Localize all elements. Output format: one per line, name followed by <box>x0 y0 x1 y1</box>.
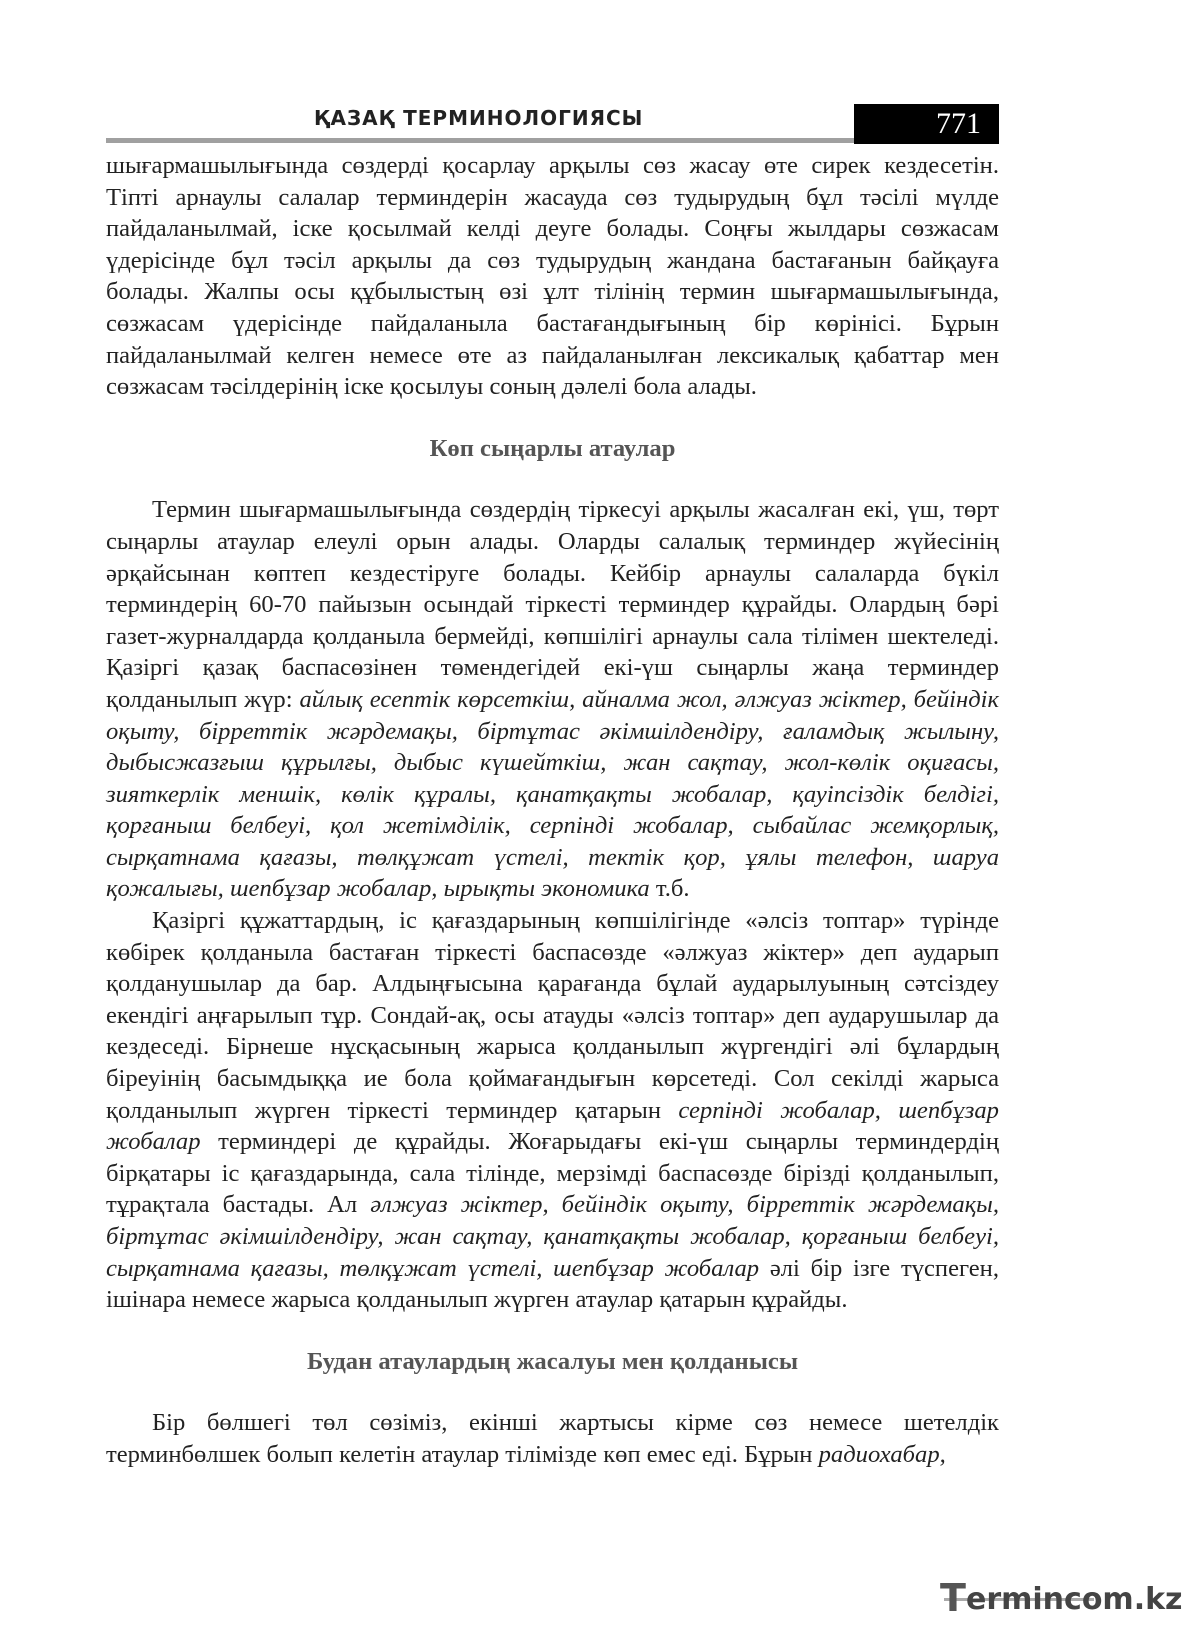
page-header <box>106 104 999 146</box>
paragraph-3-terms-1: серпінді жобалар, шепбұзар жобалар <box>106 1096 999 1156</box>
paragraph-4-lead: Бір бөлшегі төл сөзіміз, екінші жартысы кірме сөз немесе шетелдік терминбөлшек болып келетін атаулар тілімізде көп емес еді. Бұрын <box>106 1409 999 1468</box>
paragraph-4 <box>106 1407 999 1470</box>
page-body <box>106 150 999 1471</box>
watermark-logo <box>940 1576 1183 1622</box>
paragraph-3-terms-2: әлжуаз жіктер, бейіндік оқыту, бірреттік жәрдемақы, біртұтас әкімшілдендіру, жан сақтау, қанатқақты жобалар, қорғаныш белбеуі, сырқатнама қағазы, төлқұжат үстелі, шепбұзар жобалар <box>106 1191 999 1282</box>
watermark-text: ermincom.kz <box>966 1582 1183 1617</box>
paragraph-3-mid: терминдері де құрайды. Жоғарыдағы екі-үш сыңарлы терминдердің бірқатары іс қағаздарында, сала тілінде, мерзімді баспасөзде бірізді қолданылып, тұрақтала бастады. Ал <box>106 1128 999 1219</box>
section-heading-2: Будан атаулардың жасалуы мен қолданысы <box>306 1347 799 1375</box>
paragraph-3-tail: әлі бір ізге түспеген, ішінара немесе жарыса қолданылып жүрген атаулар қатарын құрайды. <box>106 1254 999 1314</box>
watermark-t-letter: T <box>940 1576 966 1620</box>
running-title: ҚАЗАҚ ТЕРМИНОЛОГИЯСЫ <box>314 106 644 130</box>
header-rule <box>106 138 854 143</box>
page-number: 771 <box>854 104 999 144</box>
paragraph-3-lead: Қазіргі құжаттардың, іс қағаздарының көпшілігінде «әлсіз топтар» түрінде көбірек қолданыла бастаған тіркесті баспасөзде «әлжуаз жіктер» деп аударып қолданушылар да бар. Алдыңғысына қарағанда бұлай аударылуының сәтсіздеу екендігі аңғарылып тұр. Сондай-ақ, осы атауды «әлсіз топтар» деп аударушылар да кездеседі. Бірнеше нұсқасының жарыса қолданылып жүргендігі әлі бұлардың біреуінің басымдыққа ие бола қоймағандығын көрсетеді. Сол секілді жарыса қолданылып жүрген тіркесті терминдер қатарын <box>106 907 999 1124</box>
paragraph-3 <box>106 905 999 1316</box>
paragraph-2 <box>106 494 999 905</box>
paragraph-2-terms: айлық есептік көрсеткіш, айналма жол, әлжуаз жіктер, бейіндік оқыту, бірреттік жәрдемақы, біртұтас әкімшілдендіру, ғаламдық жылыну, дыбысжазғыш құрылғы, дыбыс күшейткіш, жан сақтау, жол-көлік оқиғасы, зияткерлік меншік, көлік құралы, қанатқақты жобалар, қауіпсіздік белдігі, қорғаныш белбеуі, қол жетімділік, серпінді жобалар, сыбайлас жемқорлық, сырқатнама қағазы, төлқұжат үстелі, тектік қор, ұялы телефон, шаруа қожалығы, шепбұзар жобалар, ырықты экономика <box>106 685 999 903</box>
paragraph-1-text: шығармашылығында сөздерді қосарлау арқылы сөз жасау өте сирек кездесетін. Тіпті арнаулы салалар терминдерін жасауда сөз тудырудың бұл тәсілі мүлде пайдаланылмай, іске қосылмай келді деуге болады. Соңғы жылдары сөзжасам үдерісінде бұл тәсіл арқылы да сөз тудырудың жандана бастағанын байқауға болады. Жалпы осы құбылыстың өзі ұлт тілінің термин шығармашылығында, сөзжасам үдерісінде пайдаланыла бастағандығының бір көрінісі. Бұрын пайдаланылмай келген немесе өте аз пайдаланылған лексикалық қабаттар мен сөзжасам тәсілдерінің іске қосылуы соның дәлелі бола алады. <box>106 152 999 401</box>
paragraph-2-lead: Термин шығармашылығында сөздердің тіркесуі арқылы жасалған екі, үш, төрт сыңарлы атаулар елеулі орын алады. Оларды салалық терминдер жүйесінің әрқайсынан көптеп кездестіруге болады. Кейбір арнаулы салаларда бүкіл терминдерің 60-70 пайызын осындай тіркесті терминдер құрайды. Олардың бәрі газет-журналдарда қолданыла бермейді, көпшілігі арнаулы сала тілімен шектеледі. Қазіргі қазақ баспасөзінен төмендегідей екі-үш сыңарлы жаңа терминдер қолданылып жүр: <box>106 496 999 713</box>
paragraph-1 <box>106 150 999 403</box>
paragraph-4-terms: радиохабар, <box>818 1440 946 1468</box>
section-heading-1: Көп сыңарлы атаулар <box>429 434 676 462</box>
paragraph-2-tail: т.б. <box>649 875 690 903</box>
